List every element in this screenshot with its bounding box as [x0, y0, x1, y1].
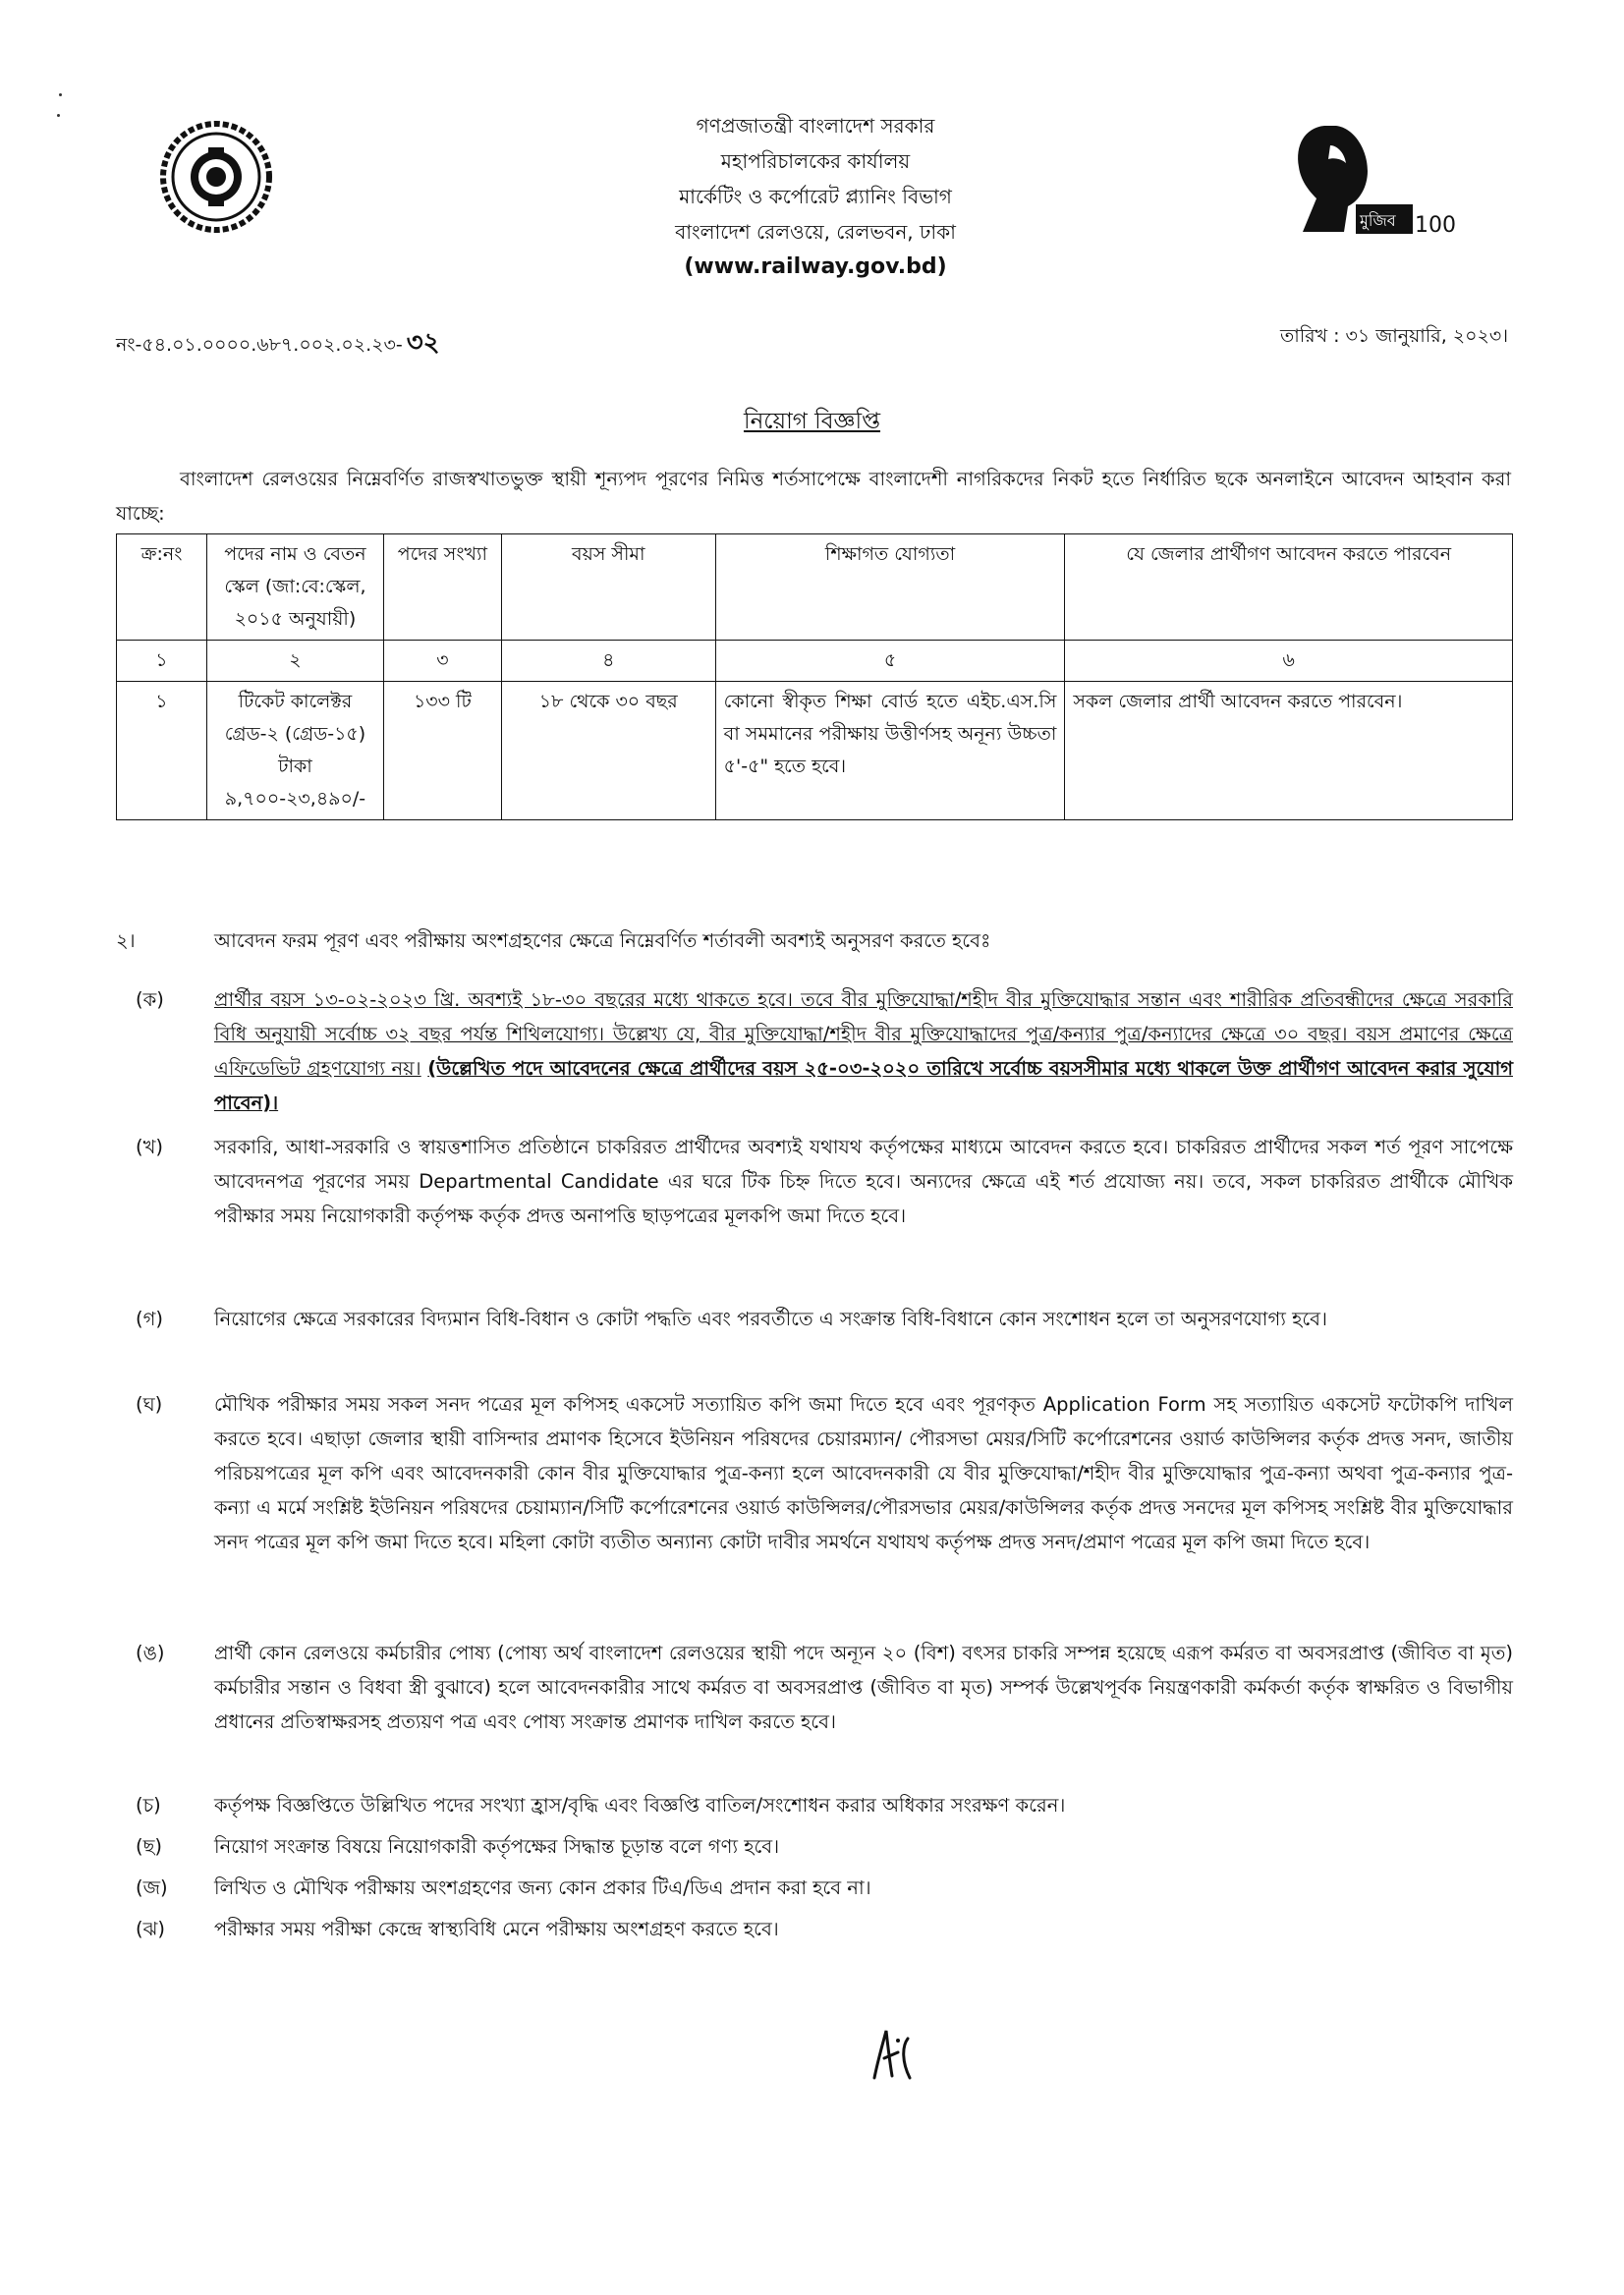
- column-number: ৬: [1065, 641, 1513, 682]
- condition-text: সরকারি, আধা-সরকারি ও স্বায়ত্তশাসিত প্রতিষ্ঠানে চাকরিরত প্রার্থীদের অবশ্যই যথাযথ কর্তৃপক্ষের মাধ্যমে আবেদন করতে হবে। চাকরিরত প্রার্থীদের সকল শর্ত পূরণ সাপেক্ষে আবেদনপত্র পূরণের সময় Departmental Candidate এর ঘরে টিক চিহ্ন দিতে হবে। অন্যদের ক্ষেত্রে এই শর্ত প্রযোজ্য নয়। তবে, সকল চাকরিরত প্রার্থীকে মৌখিক পরীক্ষার সময় নিয়োগকারী কর্তৃপক্ষ কর্তৃক প্রদত্ত অনাপত্তি ছাড়পত্রের মূলকপি জমা দিতে হবে।: [214, 1136, 1513, 1227]
- header-education: শিক্ষাগত যোগ্যতা: [715, 534, 1065, 641]
- cell-post-count: ১৩৩ টি: [383, 682, 501, 820]
- handwritten-signature-icon: [865, 2019, 933, 2088]
- column-number: ৫: [715, 641, 1065, 682]
- logo-text: মুজিব: [1360, 211, 1396, 230]
- condition-cha: [116, 1788, 1513, 1822]
- speck: [57, 114, 60, 117]
- memo-handwritten-number: ৩২: [406, 328, 440, 358]
- condition-jha: [116, 1912, 1513, 1946]
- condition-mark: (ঝ): [136, 1918, 165, 1940]
- bangladesh-railway-emblem-icon: [157, 118, 275, 236]
- condition-text: মৌখিক পরীক্ষার সময় সকল সনদ পত্রের মূল কপিসহ একসেট সত্যায়িত কপি জমা দিতে হবে এবং পূরণকৃত Application Form সহ সত্যায়িত একসেট ফটোকপি দাখিল করতে হবে। এছাড়া জেলার স্থায়ী বাসিন্দার প্রমাণক হিসেবে ইউনিয়ন পরিষদের চেয়ারম্যান/ পৌরসভা মেয়র/সিটি কর্পোরেশনের ওয়ার্ড কাউন্সিলর কর্তৃক প্রদত্ত সনদ, জাতীয় পরিচয়পত্রের মূল কপি এবং আবেদনকারী কোন বীর মুক্তিযোদ্ধার পুত্র-কন্যা হলে আবেদনকারী যে বীর মুক্তিযোদ্ধা/শহীদ বীর মুক্তিযোদ্ধার পুত্র-কন্যা অথবা পুত্র-কন্যার পুত্র-কন্যা এ মর্মে সংশ্লিষ্ট ইউনিয়ন পরিষদের চেয়াম্যান/সিটি কর্পোরেশনের ওয়ার্ড কাউন্সিলর/পৌরসভার মেয়র/কাউন্সিলর কর্তৃক প্রদত্ত সনদের মূল কপিসহ সংশ্লিষ্ট বীর মুক্তিযোদ্ধার সনদ পত্রের মূল কপি জমা দিতে হবে। মহিলা কোটা ব্যতীত অন্যান্য কোটা দাবীর সমর্থনে যথাযথ কর্তৃপক্ষ প্রদত্ত সনদ/প্রমাণ পত্রের মূল কপি জমা দিতে হবে।: [214, 1393, 1513, 1553]
- column-number: ২: [206, 641, 383, 682]
- header-age-limit: বয়স সীমা: [501, 534, 715, 641]
- conditions-number: ২।: [116, 929, 136, 952]
- condition-mark: (ঙ): [136, 1642, 165, 1664]
- condition-text: প্রার্থী কোন রেলওয়ে কর্মচারীর পোষ্য (পোষ্য অর্থ বাংলাদেশ রেলওয়ের স্থায়ী পদে অন্যূন ২০ (বিশ) বৎসর চাকরি সম্পন্ন হয়েছে এরূপ কর্মরত বা অবসরপ্রাপ্ত (জীবিত বা মৃত) কর্মচারীর সন্তান ও বিধবা স্ত্রী বুঝাবে) হলে আবেদনকারীর সাথে কর্মরত বা অবসরপ্রাপ্ত (জীবিত বা মৃত) সম্পর্ক উল্লেখপূর্বক নিয়ন্ত্রণকারী কর্মকর্তা কর্তৃক স্বাক্ষরিত ও বিভাগীয় প্রধানের প্রতিস্বাক্ষরসহ প্রত্যয়ণ পত্র এবং পোষ্য সংক্রান্ত প্রমাণক দাখিল করতে হবে।: [214, 1642, 1513, 1733]
- condition-text: নিয়োগের ক্ষেত্রে সরকারের বিদ্যমান বিধি-বিধান ও কোটা পদ্ধতি এবং পরবর্তীতে এ সংক্রান্ত বিধি-বিধানে কোন সংশোধন হলে তা অনুসরণযোগ্য হবে।: [214, 1308, 1328, 1330]
- condition-kha: [116, 1130, 1513, 1233]
- condition-text: কর্তৃপক্ষ বিজ্ঞপ্তিতে উল্লিখিত পদের সংখ্যা হ্রাস/বৃদ্ধি এবং বিজ্ঞপ্তি বাতিল/সংশোধন করার অধিকার সংরক্ষণ করেন।: [214, 1794, 1066, 1817]
- condition-mark: (ঘ): [136, 1393, 163, 1416]
- header-post-name: পদের নাম ও বেতন স্কেল (জা:বে:স্কেল, ২০১৫ অনুযায়ী): [206, 534, 383, 641]
- memo-number: [116, 322, 440, 365]
- condition-uma: [116, 1636, 1513, 1739]
- column-number: ৩: [383, 641, 501, 682]
- header-line-office: মহাপরিচালকের কার্যালয়: [720, 149, 911, 173]
- condition-mark: (চ): [136, 1794, 161, 1817]
- condition-text: [214, 982, 1513, 1120]
- memo-number-text: নং-৫৪.০১.০০০০.৬৮৭.০০২.০২.২৩-: [116, 334, 403, 356]
- table-row: [117, 682, 1513, 820]
- posts-table: [116, 533, 1513, 820]
- condition-ga: [116, 1302, 1513, 1336]
- conditions-intro: [116, 927, 1511, 959]
- column-number: ৪: [501, 641, 715, 682]
- column-number: ১: [117, 641, 207, 682]
- speck: [59, 93, 62, 96]
- condition-mark: (খ): [136, 1136, 164, 1158]
- conditions-intro-text: আবেদন ফরম পূরণ এবং পরীক্ষায় অংশগ্রহণের ক্ষেত্রে নিম্নেবর্ণিত শর্তাবলী অবশ্যই অনুসরণ করতে হবেঃ: [214, 929, 991, 952]
- condition-mark: (গ): [136, 1308, 163, 1330]
- header-line-department: মার্কেটিং ও কর্পোরেট প্ল্যানিং বিভাগ: [679, 185, 952, 208]
- notice-title-text: নিয়োগ বিজ্ঞপ্তি: [743, 409, 881, 434]
- cell-education: কোনো স্বীকৃত শিক্ষা বোর্ড হতে এইচ.এস.সি বা সমমানের পরীক্ষায় উত্তীর্ণসহ অনূন্য উচ্চতা ৫'-৫" হতে হবে।: [715, 682, 1065, 820]
- condition-underlined-text: প্রার্থীর বয়স ১৩-০২-২০২৩ খ্রি. অবশ্যই ১৮-৩০ বছরের মধ্যে থাকতে হবে। তবে বীর মুক্তিযোদ্ধা/শহীদ বীর মুক্তিযোদ্ধার সন্তান এবং শারীরিক প্রতিবন্ধীদের ক্ষেত্রে সরকারি বিধি অনুযায়ী সর্বোচ্চ ৩২ বছর পর্যন্ত শিথিলযোগ্য। উল্লেখ্য যে, বীর মুক্তিযোদ্ধা/শহীদ বীর মুক্তিযোদ্ধাদের পুত্র/কন্যার পুত্র/কন্যাদের ক্ষেত্রে ৩০ বছর। বয়স প্রমাণের ক্ষেত্রে এফিডেভিট গ্রহণযোগ্য নয়।: [214, 988, 1513, 1080]
- condition-ka: [116, 982, 1513, 1120]
- condition-mark: (ছ): [136, 1835, 163, 1858]
- cell-post-name: টিকেট কালেক্টর গ্রেড-২ (গ্রেড-১৫) টাকা ৯,৭০০-২৩,৪৯০/-: [206, 682, 383, 820]
- condition-text: পরীক্ষার সময় পরীক্ষা কেন্দ্রে স্বাস্থ্যবিধি মেনে পরীক্ষায় অংশগ্রহণ করতে হবে।: [214, 1918, 779, 1940]
- header-post-count: পদের সংখ্যা: [383, 534, 501, 641]
- condition-bold-text: (উল্লেখিত পদে আবেদনের ক্ষেত্রে প্রার্থীদের বয়স ২৫-০৩-২০২০ তারিখে সর্বোচ্চ বয়সসীমার মধ্যে থাকলে উক্ত প্রার্থীগণ আবেদন করার সুযোগ পাবেন)।: [214, 1057, 1513, 1114]
- condition-ja: [116, 1871, 1513, 1905]
- condition-chha: [116, 1829, 1513, 1864]
- notice-title: [0, 403, 1624, 441]
- condition-mark: (জ): [136, 1876, 168, 1899]
- table-column-number-row: [117, 641, 1513, 682]
- cell-district: সকল জেলার প্রার্থী আবেদন করতে পারবেন।: [1065, 682, 1513, 820]
- table-header-row: [117, 534, 1513, 641]
- header-line-address: বাংলাদেশ রেলওয়ে, রেলভবন, ঢাকা: [675, 220, 956, 244]
- condition-mark: (ক): [136, 988, 164, 1011]
- mujib-borsho-logo-icon: [1265, 116, 1462, 249]
- intro-paragraph: বাংলাদেশ রেলওয়ের নিম্নেবর্ণিত রাজস্বখাতভুক্ত স্থায়ী শূন্যপদ পূরণের নিমিত্ত শর্তসাপেক্ষে বাংলাদেশী নাগরিকদের নিকট হতে নির্ধারিত ছকে অনলাইনে আবেদন আহবান করা যাচ্ছে:: [116, 468, 1511, 525]
- cell-age-limit: ১৮ থেকে ৩০ বছর: [501, 682, 715, 820]
- logo-number: 100: [1415, 213, 1456, 238]
- condition-text: নিয়োগ সংক্রান্ত বিষয়ে নিয়োগকারী কর্তৃপক্ষের সিদ্ধান্ত চূড়ান্ত বলে গণ্য হবে।: [214, 1835, 780, 1858]
- header-district: যে জেলার প্রার্থীগণ আবেদন করতে পারবেন: [1065, 534, 1513, 641]
- memo-date: তারিখ : ৩১ জানুয়ারি, ২০২৩।: [1279, 325, 1508, 347]
- condition-gha: [116, 1387, 1513, 1559]
- cell-serial: ১: [117, 682, 207, 820]
- condition-text: লিখিত ও মৌখিক পরীক্ষায় অংশগ্রহণের জন্য কোন প্রকার টিএ/ডিএ প্রদান করা হবে না।: [214, 1876, 871, 1899]
- office-header: [491, 108, 1140, 285]
- header-line-government: গণপ্রজাতন্ত্রী বাংলাদেশ সরকার: [696, 114, 935, 138]
- header-serial: ক্র:নং: [117, 534, 207, 641]
- header-website: (www.railway.gov.bd): [684, 254, 947, 279]
